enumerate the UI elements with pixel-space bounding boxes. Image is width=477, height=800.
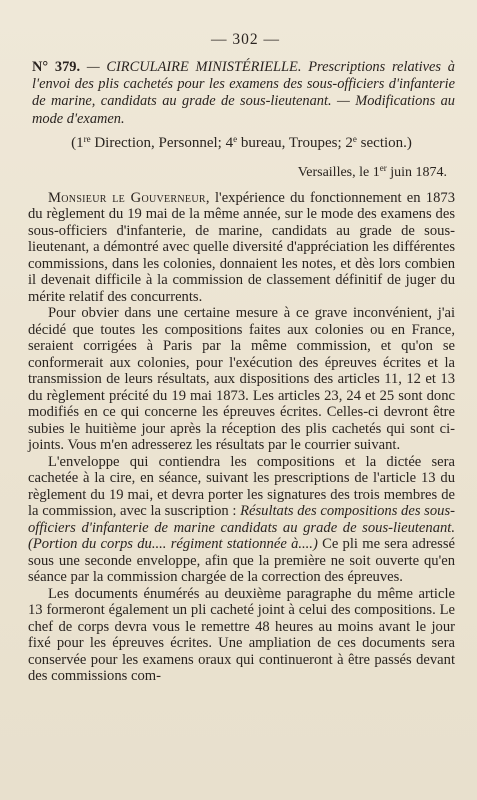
dateline-sup: er bbox=[379, 162, 387, 173]
direction-sup-2: e bbox=[233, 133, 238, 144]
dateline bbox=[28, 164, 447, 182]
paragraph-3-superscription: Résultats des compositions des sous-officiers d'infanterie de marine candidats au grade de sous-lieutenant. (Portion du corps du.... régiment stationnée à....) bbox=[28, 503, 455, 553]
circular-number: N° 379. bbox=[32, 59, 81, 75]
circular-heading bbox=[28, 59, 455, 128]
paragraph-3-text-b: Ce pli me sera adressé sous une seconde enveloppe, afin que la première ne soit ouverte qu'en séance par la commission chargée de la correction des épreuves. bbox=[28, 536, 455, 586]
paragraph-1-text: l'expérience du fonctionnement en 1873 du règlement du 19 mai de la même année, sur le mode des examens des sous-officiers d'infanterie, de marine, candidats au grade de sous-lieutenant, a démontré avec quelle diversité d'appréciation les différentes commissions, dans les colonies, donnaient les notes, et dès lors combien il devenait difficile à la commission de classement définitif de juger du mérite relatif des concurrents. bbox=[28, 189, 455, 305]
paragraph-3 bbox=[28, 454, 455, 586]
direction-line bbox=[28, 134, 455, 152]
direction-part-3: bureau, Troupes; 2 bbox=[237, 134, 353, 151]
paragraph-3-text-a: L'enveloppe qui contiendra les compositions et la dictée sera cachetée à la cire, en séance, suivant les prescriptions de l'article 13 du règlement du 19 mai, et devra porter les signatures des trois membres de la commission, avec la suscription : bbox=[28, 453, 455, 520]
page-number: — 302 — bbox=[211, 31, 280, 48]
salutation: Monsieur le Gouverneur, bbox=[48, 189, 210, 206]
direction-part-4: section.) bbox=[356, 134, 412, 151]
circular-title: — CIRCULAIRE MINISTÉRIELLE. bbox=[86, 59, 302, 75]
dateline-place: Versailles, le 1 bbox=[297, 164, 380, 180]
direction-sup-3: e bbox=[352, 133, 357, 144]
direction-part-2: Direction, Personnel; 4 bbox=[90, 134, 234, 151]
direction-sup-1: re bbox=[83, 133, 91, 144]
paragraph-1 bbox=[28, 190, 455, 306]
direction-part-1: (1 bbox=[71, 134, 84, 151]
dateline-date: juin 1874. bbox=[386, 164, 447, 180]
paragraph-2: Pour obvier dans une certaine mesure à ce grave inconvénient, j'ai décidé que toutes les compositions faites aux colonies ou en France, seraient corrigées à Paris par la même commission, et qu'on se conformerait aux colonies, pour l'exécution des épreuves écrites et la transmission de leurs résultats, aux dispositions des articles 11, 12 et 13 du règlement précité du 19 mai 1873. Les articles 23, 24 et 25 sont donc modifiés en ce qui concerne les épreuves écrites. Celles-ci devront être subies le huitième jour après la réception des plis cachetés qui sont ci-joints. Vous m'en adresserez les résultats par le courrier suivant. bbox=[28, 305, 455, 454]
circular-subject: Prescriptions relatives à l'envoi des plis cachetés pour les examens des sous-officiers d'infanterie de marine, candidats au grade de sous-lieutenant. — Modifications au mode d'examen. bbox=[32, 59, 455, 127]
paragraph-4: Les documents énumérés au deuxième paragraphe du même article 13 formeront également un pli cacheté joint à celui des compositions. Le chef de corps devra vous le remettre 48 heures au moins avant le jour fixé pour les épreuves écrites. Une ampliation de ces documents sera conservée pour les examens oraux qui continueront à être passés devant des commissions com- bbox=[28, 585, 455, 685]
